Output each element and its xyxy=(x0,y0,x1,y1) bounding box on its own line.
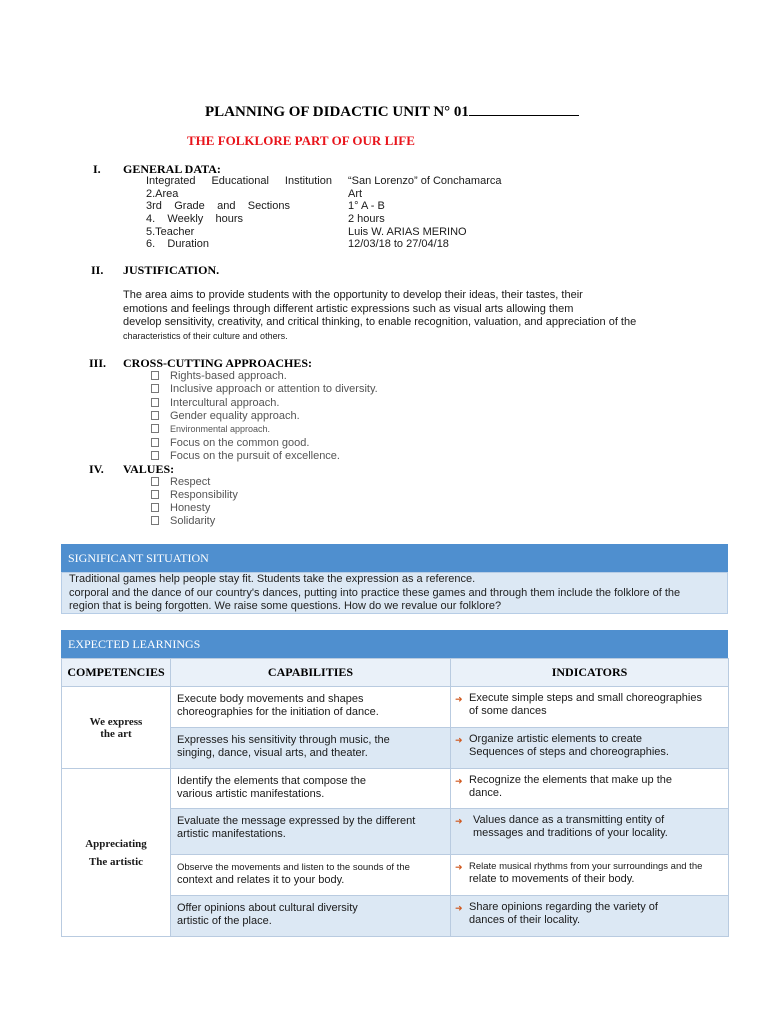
general-data-label: 6. Duration xyxy=(146,238,209,250)
approach-item: Focus on the common good. xyxy=(151,437,309,449)
approach-item: Environmental approach. xyxy=(151,424,270,434)
arrow-bullet-icon: ➜ xyxy=(455,776,463,786)
capability-cell: Execute body movements and shapes choreographies for the initiation of dance. xyxy=(171,687,451,728)
general-data-value: 2 hours xyxy=(348,213,385,225)
section-title-general-data: GENERAL DATA: xyxy=(123,162,221,176)
column-header-competencies: COMPETENCIES xyxy=(62,659,171,687)
capability-cell: Expresses his sensitivity through music, the singing, dance, visual arts, and theater. xyxy=(171,728,451,769)
column-header-indicators: INDICATORS xyxy=(451,659,729,687)
expected-learnings-header: EXPECTED LEARNINGS xyxy=(61,630,728,658)
expected-learnings-table xyxy=(61,658,729,937)
section-number: IV. xyxy=(89,462,104,476)
general-data-label: 3rd Grade and Sections xyxy=(146,200,290,212)
checkbox-bullet-icon xyxy=(151,371,159,380)
checkbox-bullet-icon xyxy=(151,398,159,407)
capability-cell: Evaluate the message expressed by the different artistic manifestations. xyxy=(171,809,451,855)
value-item: Responsibility xyxy=(151,489,238,501)
document-title: PLANNING OF DIDACTIC UNIT N° 01 xyxy=(205,103,579,121)
arrow-bullet-icon: ➜ xyxy=(455,816,463,826)
general-data-value: 12/03/18 to 27/04/18 xyxy=(348,238,449,250)
table-header-row xyxy=(62,659,729,687)
general-data-label: 2.Area xyxy=(146,188,179,200)
checkbox-bullet-icon xyxy=(151,503,159,512)
general-data-label: Integrated Educational Institution xyxy=(146,175,332,187)
capability-cell: Observe the movements and listen to the sounds of the context and relates it to your body. xyxy=(171,855,451,896)
justification-paragraph: The area aims to provide students with the opportunity to develop their ideas, their tastes, their emotions and feelings through different artistic expressions such as visual arts allowing them develop sensitivity, creativity, and critical thinking, to enable recognition, valuation, and appreciation of the characteristics of their culture and others. xyxy=(123,289,637,341)
value-item: Honesty xyxy=(151,502,210,514)
arrow-bullet-icon: ➜ xyxy=(455,862,463,872)
checkbox-bullet-icon xyxy=(151,477,159,486)
approach-item: Intercultural approach. xyxy=(151,397,279,409)
value-item: Solidarity xyxy=(151,515,215,527)
checkbox-bullet-icon xyxy=(151,424,159,433)
arrow-bullet-icon: ➜ xyxy=(455,735,463,745)
general-data-label: 4. Weekly hours xyxy=(146,213,244,225)
competency-cell: Appreciating The artistic xyxy=(62,769,171,937)
arrow-bullet-icon: ➜ xyxy=(455,903,463,913)
section-number: III. xyxy=(89,356,107,370)
section-title-justification: JUSTIFICATION. xyxy=(123,263,220,277)
table-row xyxy=(62,687,729,728)
column-header-capabilities: CAPABILITIES xyxy=(171,659,451,687)
section-title-cross-cutting: CROSS-CUTTING APPROACHES: xyxy=(123,356,313,370)
checkbox-bullet-icon xyxy=(151,384,159,393)
indicator-cell: ➜ Relate musical rhythms from your surroundings and the relate to movements of their body. xyxy=(451,855,729,896)
section-number: I. xyxy=(93,162,101,176)
general-data-value: Luis W. ARIAS MERINO xyxy=(348,226,467,238)
indicator-cell: ➜ Execute simple steps and small choreographies of some dances xyxy=(451,687,729,728)
approach-item: Gender equality approach. xyxy=(151,410,300,422)
checkbox-bullet-icon xyxy=(151,451,159,460)
document-subtitle: THE FOLKLORE PART OF OUR LIFE xyxy=(187,133,415,148)
table-row xyxy=(62,769,729,809)
section-number: II. xyxy=(91,263,104,277)
capability-cell: Offer opinions about cultural diversity artistic of the place. xyxy=(171,896,451,937)
value-item: Respect xyxy=(151,476,210,488)
checkbox-bullet-icon xyxy=(151,411,159,420)
approach-item: Focus on the pursuit of excellence. xyxy=(151,450,340,462)
significant-situation-body: Traditional games help people stay fit. Students take the expression as a reference. corporal and the dance of our country's dances, putting into practice these games and through them include the folklore of the region that is being forgotten. We raise some questions. How do we revalue our folklore? xyxy=(61,572,728,614)
indicator-cell: ➜ Values dance as a transmitting entity of messages and traditions of your locality. xyxy=(451,809,729,855)
general-data-value: “San Lorenzo” of Conchamarca xyxy=(348,175,502,187)
capability-cell: Identify the elements that compose the various artistic manifestations. xyxy=(171,769,451,809)
indicator-cell: ➜ Organize artistic elements to create Sequences of steps and choreographies. xyxy=(451,728,729,769)
checkbox-bullet-icon xyxy=(151,438,159,447)
general-data-label: 5.Teacher xyxy=(146,226,195,238)
checkbox-bullet-icon xyxy=(151,516,159,525)
checkbox-bullet-icon xyxy=(151,490,159,499)
approach-item: Inclusive approach or attention to diversity. xyxy=(151,383,378,395)
indicator-cell: ➜ Recognize the elements that make up the dance. xyxy=(451,769,729,809)
section-title-values: VALUES: xyxy=(123,462,175,476)
arrow-bullet-icon: ➜ xyxy=(455,694,463,704)
significant-situation-header: SIGNIFICANT SITUATION xyxy=(61,544,728,572)
general-data-value: Art xyxy=(348,188,363,200)
general-data-value: 1° A - B xyxy=(348,200,385,212)
competency-cell: We express the art xyxy=(62,687,171,769)
approach-item: Rights-based approach. xyxy=(151,370,287,382)
indicator-cell: ➜ Share opinions regarding the variety of dances of their locality. xyxy=(451,896,729,937)
